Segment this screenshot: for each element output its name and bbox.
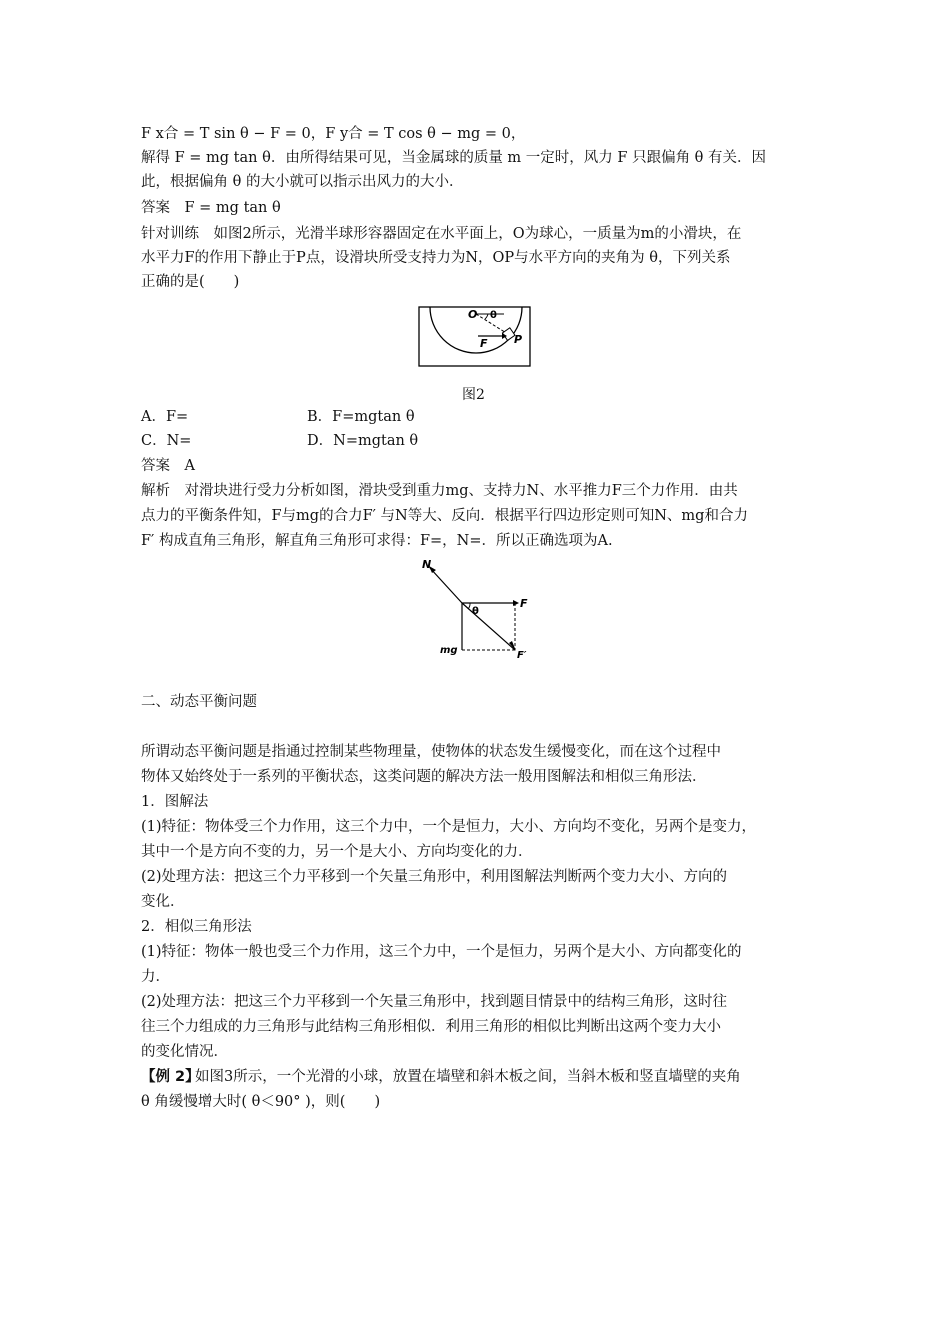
label-mg: mg [440,645,458,656]
paragraph-line: 其中一个是方向不变的力，另一个是大小、方向均变化的力． [141,844,533,860]
example-line: 如图3所示，一个光滑的小球，放置在墙壁和斜木板之间，当斜木板和竖直墙壁的夹角 [195,1069,741,1085]
paragraph-line: 所谓动态平衡问题是指通过控制某些物理量，使物体的状态发生缓慢变化，而在这个过程中 [141,744,721,760]
text-line: 解得 F = mg tan θ．由所得结果可见，当金属球的质量 m 一定时，风力 F 只跟偏角 θ 有关．因 [141,150,767,166]
paragraph-line: (1)特征：物体一般也受三个力作用，这三个力中，一个是恒力，另两个是大小、方向都变化的 [141,944,742,960]
label-p: P [514,333,523,346]
paragraph-line: 物体又始终处于一系列的平衡状态，这类问题的解决方法一般用图解法和相似三角形法． [141,769,707,785]
subheading: 1．图解法 [141,794,209,810]
analysis-line: 点力的平衡条件知，F与mg的合力F′ 与N等大、反向．根据平行四边形定则可知N、mg和合力 [141,508,748,524]
text-line: 此，根据偏角 θ 的大小就可以指示出风力的大小． [141,174,464,190]
option-c: C．N= [141,433,192,449]
paragraph-line: (2)处理方法：把这三个力平移到一个矢量三角形中，找到题目情景中的结构三角形，这时往 [141,994,728,1010]
label-theta: θ [472,606,479,617]
label-theta: θ [490,310,497,321]
equation-line: F x合 = T sin θ − F = 0，F y合 = T cos θ − mg = 0， [141,126,526,142]
force-diagram [420,556,540,660]
answer-line: 答案 A [141,458,195,474]
paragraph-line: 的变化情况． [141,1044,228,1060]
paragraph-line: 往三个力组成的力三角形与此结构三角形相似．利用三角形的相似比判断出这两个变力大小 [141,1019,721,1035]
label-f-prime: F′ [517,650,527,660]
section-heading: 二、动态平衡问题 [141,694,257,710]
subheading: 2．相似三角形法 [141,919,252,935]
analysis-line: F′ 构成直角三角形，解直角三角形可求得：F=，N=．所以正确选项为A. [141,533,613,549]
example-tag-label: 【例 2】 [141,1069,200,1085]
answer-line: 答案 F = mg tan θ [141,200,281,216]
exercise-line: 正确的是( ) [141,274,240,290]
example-line: θ 角缓慢增大时( θ＜90° )，则( ) [141,1094,381,1110]
label-f: F [480,337,488,350]
paragraph-line: (1)特征：物体受三个力作用，这三个力中，一个是恒力，大小、方向均不变化，另两个是变力， [141,819,757,835]
paragraph-line: 变化． [141,894,185,910]
example-tag [141,1067,201,1087]
option-d: D．N=mgtan θ [307,433,419,449]
label-o: O [468,308,478,321]
theta-arc [468,603,470,609]
force-n-arrow [430,568,462,603]
resultant-f-prime-line [462,603,515,650]
label-n: N [422,558,432,571]
exercise-line: 针对训练 如图2所示，光滑半球形容器固定在水平面上，O为球心，一质量为m的小滑块，在 [141,226,742,242]
figure-2-diagram [418,306,533,368]
label-f: F [520,597,528,610]
option-b: B．F=mgtan θ [307,409,415,425]
paragraph-line: 力． [141,969,170,985]
arrow-head-icon [513,600,519,606]
figure-2-caption: 图2 [462,387,485,403]
analysis-line: 解析 对滑块进行受力分析如图，滑块受到重力mg、支持力N、水平推力F三个力作用．由共 [141,483,738,499]
paragraph-line: (2)处理方法：把这三个力平移到一个矢量三角形中，利用图解法判断两个变力大小、方向的 [141,869,728,885]
exercise-line: 水平力F的作用下静止于P点，设滑块所受支持力为N，OP与水平方向的夹角为 θ，下列关系 [141,250,731,266]
option-a: A．F= [141,409,189,425]
theta-arc [485,314,488,319]
